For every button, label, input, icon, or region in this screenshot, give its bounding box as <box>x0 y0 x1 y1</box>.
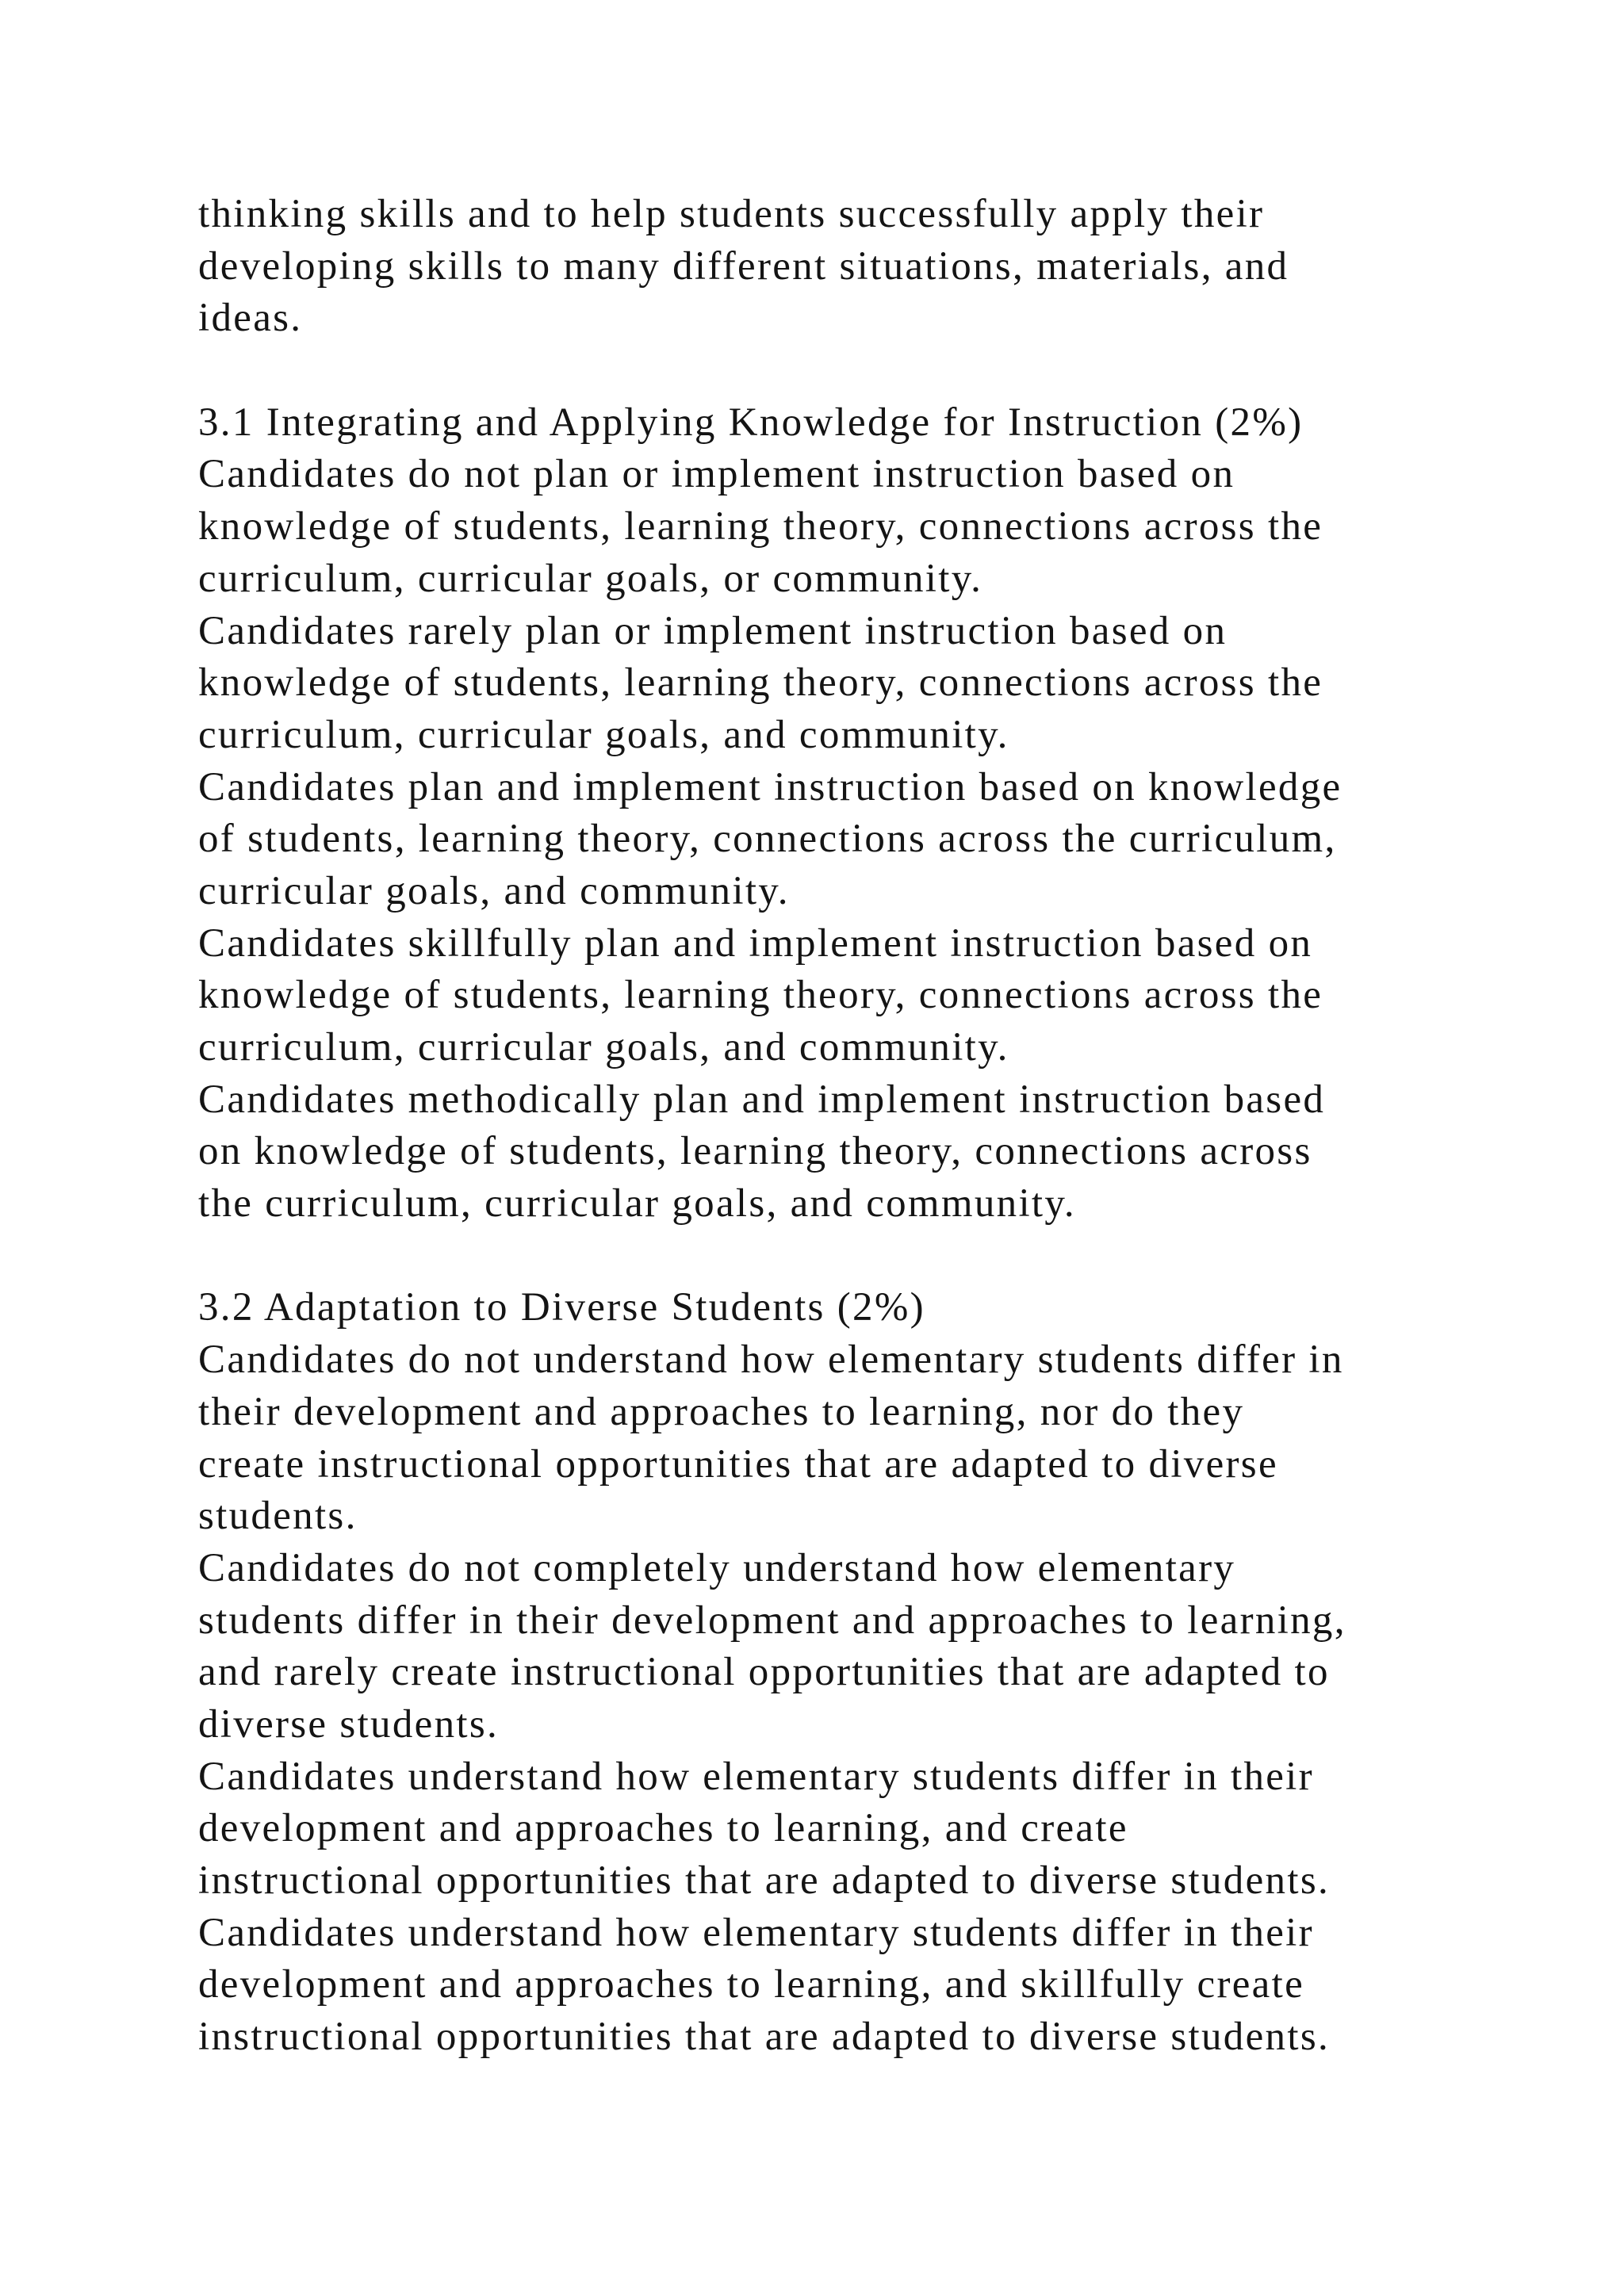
text-line: development and approaches to learning, and skillfully create <box>198 1962 1305 2007</box>
text-line: instructional opportunities that are adapted to diverse students. <box>198 1858 1331 1903</box>
section-heading: 3.2 Adaptation to Diverse Students (2%) <box>198 1285 925 1330</box>
text-line: their development and approaches to learning, nor do they <box>198 1389 1245 1434</box>
text-line: students. <box>198 1494 358 1539</box>
text-line: Candidates do not understand how elementary students differ in <box>198 1337 1344 1383</box>
text-line: and rarely create instructional opportunities that are adapted to <box>198 1650 1330 1695</box>
text-line: students differ in their development and approaches to learning, <box>198 1598 1346 1643</box>
text-line: knowledge of students, learning theory, connections across the <box>198 504 1323 549</box>
text-line: knowledge of students, learning theory, connections across the <box>198 660 1323 706</box>
text-line: curriculum, curricular goals, or community. <box>198 556 983 601</box>
text-line: of students, learning theory, connections across the curriculum, <box>198 817 1337 862</box>
text-line: curriculum, curricular goals, and community. <box>198 1025 1009 1070</box>
text-line: Candidates understand how elementary students differ in their <box>198 1754 1314 1799</box>
text-line: the curriculum, curricular goals, and community. <box>198 1181 1076 1226</box>
text-line: Candidates methodically plan and implement instruction based <box>198 1077 1326 1122</box>
paragraph-spacer <box>198 1230 1546 1283</box>
text-line: Candidates plan and implement instruction based on knowledge <box>198 764 1342 809</box>
section-3-2 <box>198 1282 1546 2063</box>
text-line: curricular goals, and community. <box>198 868 790 913</box>
text-line: Candidates do not completely understand how elementary <box>198 1545 1236 1590</box>
text-line: Candidates rarely plan or implement instruction based on <box>198 608 1228 653</box>
text-line: ideas. <box>198 296 303 341</box>
text-line: developing skills to many different situations, materials, and <box>198 243 1289 289</box>
text-line: knowledge of students, learning theory, connections across the <box>198 973 1323 1018</box>
text-line: on knowledge of students, learning theory, connections across <box>198 1129 1312 1174</box>
text-line: Candidates skillfully plan and implement instruction based on <box>198 920 1313 966</box>
section-heading: 3.1 Integrating and Applying Knowledge for Instruction (2%) <box>198 400 1304 445</box>
text-line: diverse students. <box>198 1701 500 1747</box>
text-line: development and approaches to learning, and create <box>198 1806 1128 1851</box>
text-line: thinking skills and to help students successfully apply their <box>198 192 1265 236</box>
intro-paragraph <box>198 189 1546 345</box>
text-line: instructional opportunities that are adapted to diverse students. <box>198 2015 1331 2060</box>
document-page <box>198 189 1546 2064</box>
text-line: create instructional opportunities that are adapted to diverse <box>198 1441 1278 1487</box>
paragraph-spacer <box>198 345 1546 397</box>
text-line: Candidates do not plan or implement instruction based on <box>198 452 1235 497</box>
text-line: curriculum, curricular goals, and community. <box>198 712 1009 757</box>
section-3-1 <box>198 397 1546 1230</box>
text-line: Candidates understand how elementary students differ in their <box>198 1910 1314 1955</box>
